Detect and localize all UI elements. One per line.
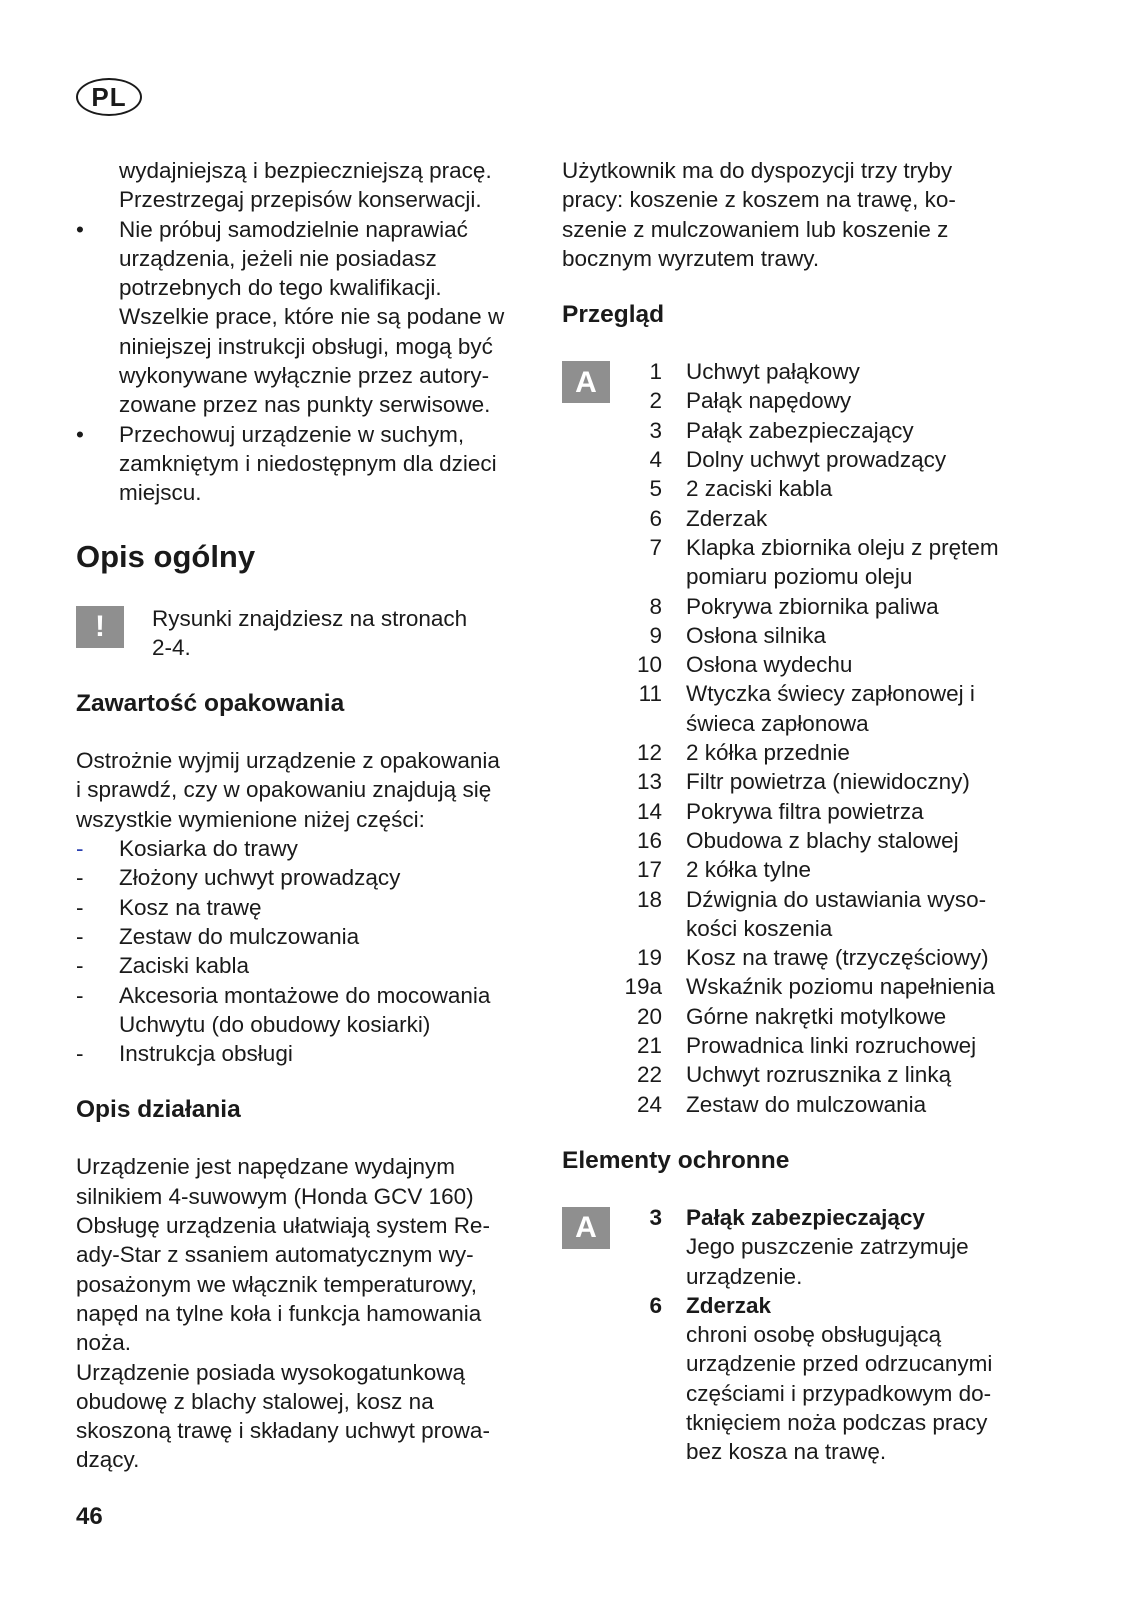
item-title: Zderzak [686, 1292, 772, 1318]
item-number: 7 [649, 534, 662, 560]
overview-items [618, 357, 1026, 1119]
overview-item [618, 650, 1026, 679]
overview-item [618, 738, 1026, 767]
item-number: 18 [636, 886, 662, 912]
dash-mark: - [76, 894, 84, 920]
overview-item [618, 416, 1026, 445]
protection-item [618, 1291, 1026, 1467]
list-item: - Zestaw do mulczowania [76, 922, 528, 951]
overview-item [618, 504, 1026, 533]
item-number: 17 [636, 857, 662, 883]
item-text: Obudowa z blachy stalowej [686, 827, 959, 853]
overview-item [618, 1060, 1026, 1089]
item-number: 4 [649, 447, 662, 473]
item-number: 6 [649, 1292, 662, 1318]
function-paragraph: Urządzenie jest napędzane wydajnym silnikiem 4-suwowym (Honda GCV 160) Obsługę urządzenia ułatwiają system Re- ady-Star z ssaniem automatycznym wy- posażonym we włącznik temperaturowy, napęd na tylne koła i funkcja hamowania noża. Urządzenie posiada wysokogatunkową obudowę z blachy stalowej, kosz na skoszoną trawę i składany uchwyt prowa- dzący. [76, 1154, 490, 1473]
protection-items [618, 1203, 1026, 1467]
item-number: 11 [638, 681, 662, 707]
item-text: Pokrywa filtra powietrza [686, 798, 924, 824]
overview-item [618, 972, 1026, 1001]
item-text: Zderzak [686, 505, 768, 531]
overview-heading: Przegląd [562, 301, 665, 329]
language-badge: PL [76, 78, 142, 116]
overview-item [618, 474, 1026, 503]
item-number: 22 [636, 1062, 662, 1088]
contents-intro: Ostrożnie wyjmij urządzenie z opakowania i sprawdź, czy w opakowaniu znajdują się wszystkie wymienione niżej części: [76, 748, 500, 832]
item-text: Pałąk napędowy [686, 388, 852, 414]
item-number: 3 [649, 417, 662, 443]
item-text: Zestaw do mulczowania [686, 1091, 927, 1117]
overview-item [618, 943, 1026, 972]
dash-mark: - [76, 1041, 84, 1067]
item-text: Wskaźnik poziomu napełnienia [686, 974, 995, 1000]
section-title: Opis ogólny [76, 538, 256, 574]
item-text: Wtyczka świecy zapłonowej i świeca zapłonowa [686, 681, 975, 736]
overview-item [618, 1031, 1026, 1060]
overview-item [618, 797, 1026, 826]
item-text: Pokrywa zbiornika paliwa [686, 593, 939, 619]
item-number: 5 [649, 476, 662, 502]
bullet-mark: • [76, 421, 84, 447]
item-number: 9 [649, 622, 662, 648]
overview-item [618, 826, 1026, 855]
modes-paragraph: Użytkownik ma do dyspozycji trzy tryby pracy: koszenie z koszem na trawę, ko- szenie z mulczowaniem lub koszenie z bocznym wyrzutem trawy. [562, 158, 956, 271]
item-text: 2 zaciski kabla [686, 476, 833, 502]
item-text: Uchwyt pałąkowy [686, 359, 860, 385]
item-text: Dźwignia do ustawiania wyso- kości koszenia [686, 886, 987, 941]
overview-item [618, 767, 1026, 796]
bullet-item: • Nie próbuj samodzielnie naprawiać urządzenia, jeżeli nie posiadasz potrzebnych do tego kwalifikacji. Wszelkie prace, które nie są podane w niniejszej instrukcji obsługi, mogą być wykonywane wyłącznie przez autory- zowane przez nas punkty serwisowe. [76, 215, 528, 420]
item-number: 10 [636, 652, 662, 678]
list-item: - Złożony uchwyt prowadzący [76, 863, 528, 892]
intro-paragraph: wydajniejszą i bezpieczniejszą pracę. Przestrzegaj przepisów konserwacji. [119, 158, 492, 213]
dash-mark: - [76, 982, 84, 1008]
function-heading: Opis działania [76, 1096, 241, 1124]
list-item: - Kosz na trawę [76, 893, 528, 922]
item-number: 6 [649, 505, 662, 531]
overview-item [618, 357, 1026, 386]
item-number: 21 [636, 1033, 662, 1059]
overview-item [618, 1090, 1026, 1119]
overview-item [618, 386, 1026, 415]
item-text: Dolny uchwyt prowadzący [686, 447, 947, 473]
item-number: 12 [636, 740, 662, 766]
overview-item [618, 855, 1026, 884]
item-text: Pałąk zabezpieczający [686, 417, 914, 443]
dash-mark: - [76, 923, 84, 949]
item-text: Osłona wydechu [686, 652, 853, 678]
item-text: Filtr powietrza (niewidoczny) [686, 769, 970, 795]
item-number: 3 [649, 1204, 662, 1230]
protection-heading: Elementy ochronne [562, 1146, 790, 1174]
contents-list [76, 834, 528, 1068]
item-number: 24 [636, 1091, 662, 1117]
note-block [76, 604, 528, 663]
item-text: 2 kółka przednie [686, 740, 850, 766]
overview-item [618, 621, 1026, 650]
item-text: Górne nakrętki motylkowe [686, 1003, 947, 1029]
bullet-mark: • [76, 216, 84, 242]
overview-list [562, 357, 1032, 1119]
overview-item [618, 445, 1026, 474]
item-number: 1 [649, 359, 662, 385]
item-text: 2 kółka tylne [686, 857, 812, 883]
list-item: - Instrukcja obsługi [76, 1039, 528, 1068]
protection-list [562, 1203, 1032, 1467]
item-text: Zderzak chroni osobę obsługującą urządzenie przed odrzucanymi częściami i przypadkowym do- tknięciem noża podczas pracy bez kosza na trawę. [686, 1291, 1026, 1467]
item-text: Pałąk zabezpieczający Jego puszczenie zatrzymuje urządzenie. [686, 1203, 1026, 1291]
item-number: 16 [636, 827, 662, 853]
overview-item [618, 1002, 1026, 1031]
overview-item [618, 533, 1026, 592]
item-number: 8 [649, 593, 662, 619]
dash-mark: - [76, 836, 84, 862]
right-column [562, 156, 1032, 1467]
overview-item [618, 679, 1026, 738]
item-number: 14 [636, 798, 662, 824]
list-item: - Kosiarka do trawy [76, 834, 528, 863]
item-text: Osłona silnika [686, 622, 827, 648]
exclamation-icon: ! [76, 606, 124, 648]
dash-mark: - [76, 953, 84, 979]
list-item: - Akcesoria montażowe do mocowania Uchwytu (do obudowy kosiarki) [76, 981, 528, 1040]
figure-a-label: A [562, 1207, 610, 1249]
item-number: 20 [636, 1003, 662, 1029]
item-number: 19a [624, 974, 662, 1000]
item-text: Klapka zbiornika oleju z prętem pomiaru poziomu oleju [686, 534, 999, 590]
left-column [76, 156, 528, 1475]
contents-heading: Zawartość opakowania [76, 690, 345, 718]
note-text: Rysunki znajdziesz na stronach 2-4. [152, 605, 468, 660]
bullet-item: • Przechowuj urządzenie w suchym, zamkniętym i niedostępnym dla dzieci miejscu. [76, 420, 528, 508]
item-number: 19 [636, 945, 662, 971]
page-number: 46 [76, 1503, 103, 1530]
item-text: Uchwyt rozrusznika z linką [686, 1062, 952, 1088]
overview-item [618, 592, 1026, 621]
item-text: Prowadnica linki rozruchowej [686, 1033, 977, 1059]
dash-mark: - [76, 865, 84, 891]
item-text: Kosz na trawę (trzyczęściowy) [686, 945, 989, 971]
protection-item [618, 1203, 1026, 1291]
item-number: 13 [636, 769, 662, 795]
list-item: - Zaciski kabla [76, 951, 528, 980]
overview-item [618, 885, 1026, 944]
item-number: 2 [649, 388, 662, 414]
item-title: Pałąk zabezpieczający [686, 1204, 925, 1230]
figure-a-label: A [562, 361, 610, 403]
